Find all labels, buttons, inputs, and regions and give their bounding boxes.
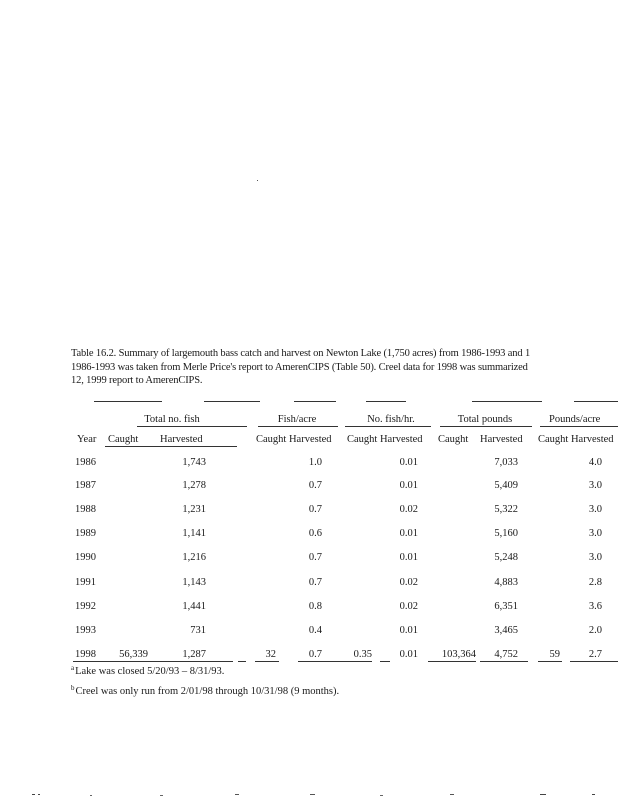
top-rule-segment: [294, 401, 336, 402]
group-header-pounds-per-acre: Pounds/acre: [549, 414, 601, 425]
bottom-rule-segment: [428, 661, 476, 662]
cell-fish-per-acre-harvested: 0.7: [308, 504, 322, 515]
cell-pounds-harvested: 4,752: [494, 649, 518, 660]
header-underline: [137, 426, 247, 427]
cell-pounds-per-acre-harvested: 2.7: [588, 649, 602, 660]
cell-total-harvested: 1,287: [182, 649, 206, 660]
caption-line-3: 12, 1999 report to AmerenCIPS.: [71, 375, 203, 386]
cell-year: 1990: [75, 552, 96, 563]
col-header-year: Year: [77, 434, 97, 445]
caption-line-2: 1986-1993 was taken from Merle Price's report to AmerenCIPS (Table 50). Creel data for 1998 was summarized: [71, 361, 528, 373]
cell-fish-per-acre-harvested: 0.7: [308, 649, 322, 660]
cell-fish-per-acre-harvested: 0.4: [308, 625, 322, 636]
cell-total-harvested: 1,441: [182, 601, 206, 612]
cell-fish-per-acre-harvested: 0.8: [308, 601, 322, 612]
cell-fish-per-hour-caught: 0.35: [353, 649, 372, 660]
cell-pounds-harvested: 5,409: [494, 480, 518, 491]
bottom-rule-segment: [238, 661, 246, 662]
cell-pounds-per-acre-harvested: 2.8: [588, 577, 602, 588]
cell-fish-per-acre-harvested: 0.7: [308, 577, 322, 588]
bottom-rule-segment: [255, 661, 279, 662]
footnote-mark: a: [71, 664, 75, 672]
header-underline: [540, 426, 618, 427]
cell-total-harvested: 1,231: [182, 504, 206, 515]
group-header-total-no-fish: Total no. fish: [144, 414, 200, 425]
footnote-text: Lake was closed 5/20/93 – 8/31/93.: [75, 666, 225, 677]
footnote-mark: b: [71, 684, 75, 692]
cell-pounds-per-acre-harvested: 3.0: [588, 480, 602, 491]
header-underline: [345, 426, 431, 427]
cell-pounds-per-acre-harvested: 4.0: [588, 457, 602, 468]
top-rule-segment: [574, 401, 618, 402]
table-caption: [71, 347, 618, 388]
cell-pounds-per-acre-caught: 59: [549, 649, 560, 660]
top-rule-segment: [94, 401, 162, 402]
cell-year: 1987: [75, 480, 96, 491]
cell-year: 1998: [75, 649, 96, 660]
cell-pounds-per-acre-harvested: 3.0: [588, 552, 602, 563]
cell-total-harvested: 731: [190, 625, 206, 636]
cell-year: 1988: [75, 504, 96, 515]
cell-year: 1992: [75, 601, 96, 612]
cell-total-harvested: 1,141: [182, 528, 206, 539]
bottom-rule-segment: [380, 661, 390, 662]
cell-year: 1989: [75, 528, 96, 539]
scan-artifact-dots: [20, 793, 618, 797]
footnote-a: [71, 664, 224, 677]
bottom-rule-segment: [538, 661, 562, 662]
group-header-fish-per-hour: No. fish/hr.: [367, 414, 415, 425]
cell-fish-per-hour-harvested: 0.02: [399, 504, 418, 515]
col-header-pounds-per-acre-caught-harvested: Caught Harvested: [538, 434, 614, 445]
cell-total-harvested: 1,278: [182, 480, 206, 491]
col-header-harvested: Harvested: [160, 434, 203, 445]
bottom-rule-segment: [73, 661, 233, 662]
cell-fish-per-hour-harvested: 0.01: [399, 480, 418, 491]
footnote-text: Creel was only run from 2/01/98 through 10/31/98 (9 months).: [75, 686, 340, 697]
col-header-pounds-harvested: Harvested: [480, 434, 523, 445]
top-rule-segment: [472, 401, 542, 402]
cell-year: 1986: [75, 457, 96, 468]
cell-fish-per-acre-harvested: 0.6: [308, 528, 322, 539]
cell-fish-per-hour-harvested: 0.01: [399, 552, 418, 563]
cell-fish-per-hour-harvested: 0.01: [399, 649, 418, 660]
scan-speck: [257, 180, 258, 181]
cell-year: 1991: [75, 577, 96, 588]
bottom-rule-segment: [298, 661, 372, 662]
header-underline: [258, 426, 338, 427]
col-header-fish-per-acre-caught-harvested: Caught Harvested: [256, 434, 332, 445]
subheader-underline: [105, 446, 237, 447]
caption-line-1: Table 16.2. Summary of largemouth bass catch and harvest on Newton Lake (1,750 acres) from 1986-1993 and 1: [71, 348, 531, 359]
cell-fish-per-acre-harvested: 0.7: [308, 552, 322, 563]
cell-fish-per-acre-caught: 32: [265, 649, 276, 660]
cell-fish-per-hour-harvested: 0.01: [399, 457, 418, 468]
cell-fish-per-hour-harvested: 0.01: [399, 625, 418, 636]
cell-pounds-harvested: 6,351: [494, 601, 518, 612]
cell-pounds-per-acre-harvested: 2.0: [588, 625, 602, 636]
group-header-fish-per-acre: Fish/acre: [277, 414, 317, 425]
cell-pounds-harvested: 5,248: [494, 552, 518, 563]
cell-pounds-per-acre-harvested: 3.0: [588, 528, 602, 539]
cell-fish-per-hour-harvested: 0.02: [399, 577, 418, 588]
cell-pounds-harvested: 4,883: [494, 577, 518, 588]
cell-total-harvested: 1,743: [182, 457, 206, 468]
cell-fish-per-hour-harvested: 0.01: [399, 528, 418, 539]
col-header-pounds-caught: Caught: [438, 434, 469, 445]
cell-fish-per-acre-harvested: 1.0: [308, 457, 322, 468]
bottom-rule-segment: [570, 661, 618, 662]
top-rule-segment: [366, 401, 406, 402]
cell-total-harvested: 1,216: [182, 552, 206, 563]
footnote-b: [71, 684, 339, 697]
cell-fish-per-hour-harvested: 0.02: [399, 601, 418, 612]
cell-pounds-harvested: 5,160: [494, 528, 518, 539]
group-header-total-pounds: Total pounds: [457, 414, 513, 425]
cell-pounds-per-acre-harvested: 3.6: [588, 601, 602, 612]
cell-pounds-harvested: 7,033: [494, 457, 518, 468]
cell-pounds-harvested: 5,322: [494, 504, 518, 515]
cell-total-caught: 56,339: [119, 649, 148, 660]
cell-pounds-caught: 103,364: [441, 649, 476, 660]
col-header-caught: Caught: [108, 434, 139, 445]
top-rule-segment: [204, 401, 260, 402]
col-header-fish-per-hour-caught-harvested: Caught Harvested: [347, 434, 423, 445]
cell-pounds-per-acre-harvested: 3.0: [588, 504, 602, 515]
header-underline: [440, 426, 532, 427]
cell-year: 1993: [75, 625, 96, 636]
bottom-rule-segment: [480, 661, 528, 662]
cell-pounds-harvested: 3,465: [494, 625, 518, 636]
cell-total-harvested: 1,143: [182, 577, 206, 588]
cell-fish-per-acre-harvested: 0.7: [308, 480, 322, 491]
